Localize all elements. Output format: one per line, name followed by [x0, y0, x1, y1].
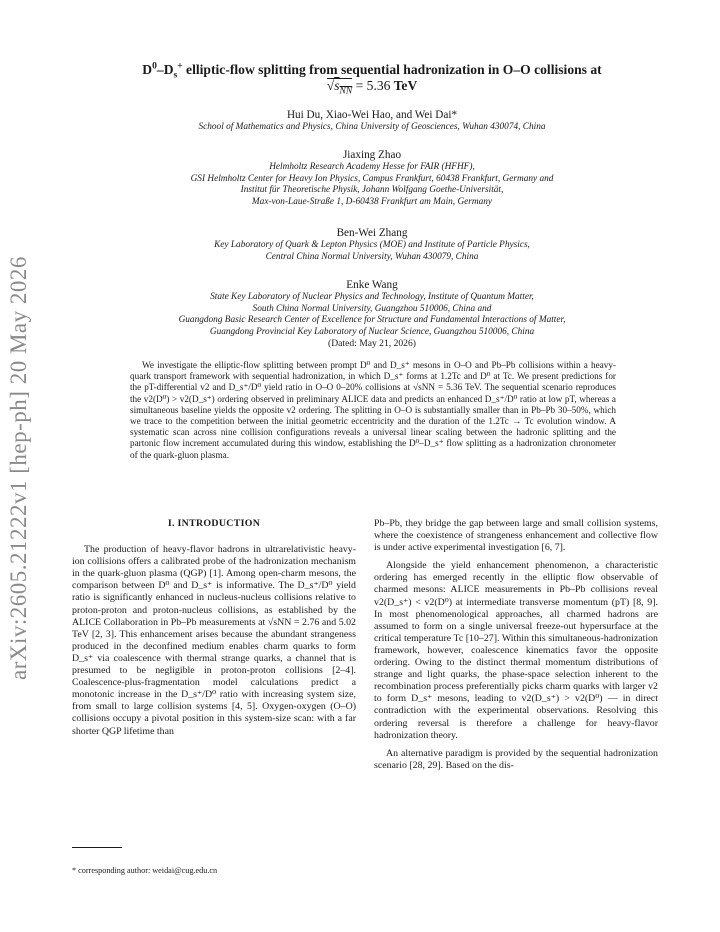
- arxiv-identifier: arXiv:2605.21222v1 [hep-ph] 20 May 2026: [6, 256, 31, 680]
- author-names: Enke Wang: [346, 279, 398, 291]
- left-column: [72, 518, 356, 744]
- title-line-2: $√s_{NN} = 5.36$ TeV: [326, 78, 418, 97]
- paper-title: [72, 61, 672, 97]
- affiliation: Guangdong Provincial Key Laboratory of Nuclear Science, Guangzhou 510006, China: [209, 326, 535, 337]
- affiliation: Helmholtz Research Academy Hesse for FAIR (HFHF),: [269, 162, 475, 172]
- author-group-1: [72, 108, 672, 134]
- affiliation: GSI Helmholtz Center for Heavy Ion Physics, Campus Frankfurt, 60438 Frankfurt, Germany and: [190, 173, 554, 184]
- author-group-3: [72, 226, 672, 263]
- affiliation: Guangdong Basic Research Center of Excellence for Structure and Fundamental Interactions of Matter,: [178, 315, 566, 326]
- author-names: Jiaxing Zhao: [342, 149, 402, 161]
- section-heading: I. INTRODUCTION: [167, 518, 261, 529]
- abstract: [130, 360, 616, 461]
- affiliation: State Key Laboratory of Nuclear Physics and Technology, Institute of Quantum Matter,: [210, 292, 534, 302]
- footnote: * corresponding author: weidai@cug.edu.cn: [72, 866, 218, 875]
- author-names: Ben-Wei Zhang: [336, 227, 408, 239]
- paragraph: The production of heavy-flavor hadrons in ultrarelativistic heavy-ion collisions offers a calibrated probe of the hadronization mechanism in the quark-gluon plasma (QGP) [1]. Among open-charm mesons, the comparison between D⁰ and D_s⁺ is informative. The D_s⁺/D⁰ yield ratio is significantly enhanced in nucleus-nucleus collisions relative to proton-proton and proton-nucleus collisions, as established by the ALICE Collaboration in Pb–Pb measurements at √sNN = 2.76 and 5.02 TeV [2, 3]. This enhancement arises because the abundant strangeness produced in the deconfined medium enables charm quarks to form D_s⁺ via coalescence with thermal strange quarks, a channel that is presumed to be negligible in proton-proton collisions [2–4]. Coalescence-plus-fragmentation model calculations predict a monotonic increase in the D_s⁺/D⁰ ratio with increasing system size, from small to large collision systems [4, 5]. Oxygen-oxygen (O–O) collisions occupy a pivotal position in this system-size scan: with a far shorter QGP lifetime than: [72, 544, 356, 737]
- author-group-4: [72, 278, 672, 350]
- affiliation: Key Laboratory of Quark & Lepton Physics (MOE) and Institute of Particle Physics,: [214, 240, 530, 250]
- affiliation: Max-von-Laue-Straße 1, D-60438 Frankfurt am Main, Germany: [251, 196, 493, 207]
- footnote-divider: [72, 847, 122, 848]
- author-group-2: [72, 148, 672, 208]
- paper-date: (Dated: May 21, 2026): [328, 338, 416, 350]
- title-line-1: $D^0-D_s^+$ elliptic-flow splitting from sequential hadronization in O–O collisions at: [142, 61, 602, 81]
- affiliation: Institut für Theoretische Physik, Johann Wolfgang Goethe-Universität,: [240, 185, 504, 196]
- abstract-text: We investigate the elliptic-flow splitting between prompt D⁰ and D_s⁺ mesons in O–O and Pb–Pb collisions within a heavy-quark transport framework with sequential hadronization, in which D_s⁺ forms at 1.2Tc and D⁰ at Tc. We present predictions for the pT-differential v2 and D_s⁺/D⁰ yield ratio in O–O 0–20% collisions at √sNN = 5.36 TeV. The sequential scenario reproduces the v2(D⁰) > v2(D_s⁺) ordering observed in preliminary ALICE data and predicts an enhanced D_s⁺/D⁰ ratio at low pT, whereas a simultaneous baseline yields the opposite v2 ordering. The splitting in O–O is substantially smaller than in Pb–Pb 30–50%, which we trace to the competition between the initial geometric eccentricity and the duration of the 1.2Tc → Tc evolution window. A systematic scan across nine collision configurations reveals a universal linear scaling between the hadronic splitting and the partonic flow increment accumulated during this window, establishing the D⁰–D_s⁺ flow splitting as a hadronization chronometer of the quark-gluon plasma.: [130, 360, 616, 460]
- paragraph: Pb–Pb, they bridge the gap between large and small collision systems, where the coexistence of strangeness enhancement and collective flow is under active experimental investigation [6, 7].: [374, 518, 658, 554]
- right-column: [374, 518, 658, 778]
- affiliation: School of Mathematics and Physics, China University of Geosciences, Wuhan 430074, China: [198, 122, 546, 132]
- affiliation: South China Normal University, Guangzhou 510006, China and: [252, 303, 492, 314]
- paragraph: An alternative paradigm is provided by the sequential hadronization scenario [28, 29]. Based on the dis-: [374, 747, 658, 771]
- author-names: Hui Du, Xiao-Wei Hao, and Wei Dai*: [286, 109, 458, 121]
- paragraph: Alongside the yield enhancement phenomenon, a characteristic ordering has emerged recently in the elliptic flow observable of charmed mesons: ALICE measurements in Pb–Pb collisions reveal v2(D_s⁺) < v2(D⁰) at intermediate transverse momentum (pT) [8, 9]. In most phenomenological approaches, all charmed hadrons are assumed to form on a single universal freeze-out hypersurface at the critical temperature Tc [10–27]. Within this simultaneous-hadronization framework, however, coalescence kinematics favor the opposite ordering. Owing to the distinct thermal momentum distributions of strange and light quarks, the phase-space selection inherent to the recombination process preferentially picks charm quarks with larger v2 to form D_s⁺ mesons, leading to v2(D_s⁺) > v2(D⁰) — in direct contradiction with the experimental observations. Resolving this ordering reversal is therefore a challenge for heavy-flavor hadronization theory.: [374, 560, 658, 741]
- affiliation: Central China Normal University, Wuhan 430079, China: [265, 251, 479, 262]
